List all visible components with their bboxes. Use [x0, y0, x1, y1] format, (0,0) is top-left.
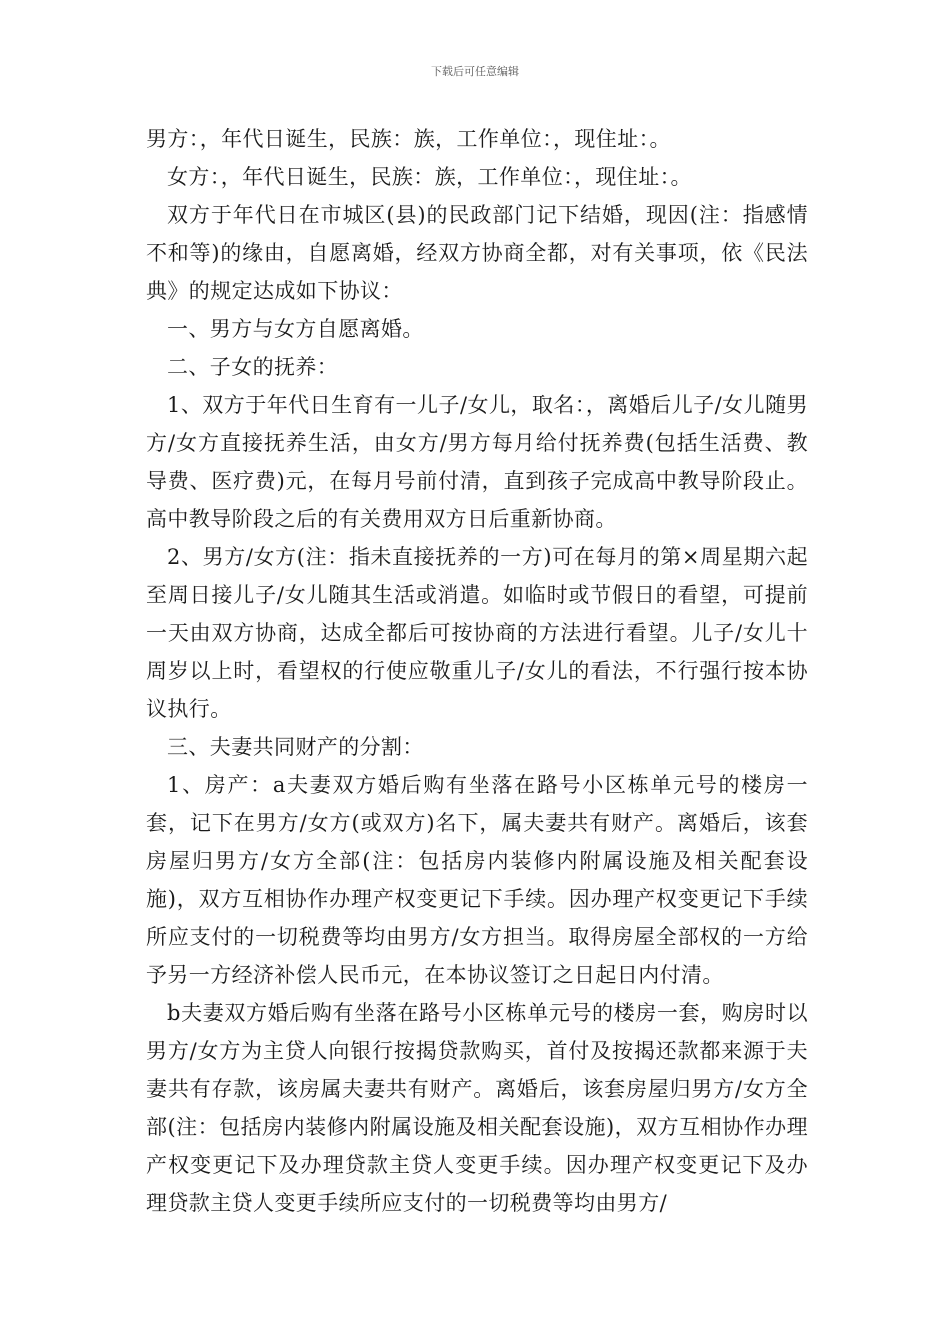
- paragraph-custody-item-1: 1、双方于年代日生育有一儿子/女儿，取名：，离婚后儿子/女儿随男方/女方直接抚养生活，由女方/男方每月给付抚养费(包括生活费、教导费、医疗费)元，在每月号前付清，直到孩子完成高中教导阶段止。高中教导阶段之后的有关费用双方日后重新协商。: [146, 393, 808, 531]
- section-heading-child-custody: 二、子女的抚养：: [167, 355, 339, 379]
- section-heading-property-division: 三、夫妻共同财产的分割：: [167, 735, 424, 759]
- page-header: 下载后可任意编辑: [431, 65, 519, 78]
- section-heading-divorce: 一、男方与女方自愿离婚。: [167, 317, 424, 341]
- paragraph-preamble: 双方于年代日在市城区(县)的民政部门记下结婚，现因(注：指感情不和等)的缘由，自愿离婚，经双方协商全都，对有关事项，依《民法典》的规定达成如下协议：: [146, 203, 808, 303]
- paragraph-female-party: 女方：，年代日诞生，民族：族，工作单位：，现住址：。: [167, 165, 692, 189]
- paragraph-custody-item-2: 2、男方/女方(注：指未直接抚养的一方)可在每月的第×周星期六起至周日接儿子/女儿随其生活或消遣。如临时或节假日的看望，可提前一天由双方协商，达成全都后可按协商的方法进行看望。儿子/女儿十周岁以上时，看望权的行使应敬重儿子/女儿的看法，不行强行按本协议执行。: [146, 545, 808, 721]
- paragraph-property-item-1a: 1、房产：a夫妻双方婚后购有坐落在路号小区栋单元号的楼房一套，记下在男方/女方(或双方)名下，属夫妻共有财产。离婚后，该套房屋归男方/女方全部(注：包括房内装修内附属设施及相关配套设施)，双方互相协作办理产权变更记下手续。因办理产权变更记下手续所应支付的一切税费等均由男方/女方担当。取得房屋全部权的一方给予另一方经济补偿人民币元，在本协议签订之日起日内付清。: [146, 773, 808, 987]
- paragraph-male-party: 男方：，年代日诞生，民族：族，工作单位：，现住址：。: [146, 127, 671, 151]
- document-body: [146, 120, 808, 1222]
- paragraph-property-item-1b: b夫妻双方婚后购有坐落在路号小区栋单元号的楼房一套，购房时以男方/女方为主贷人向银行按揭贷款购买，首付及按揭还款都来源于夫妻共有存款，该房属夫妻共有财产。离婚后，该套房屋归男方/女方全部(注：包括房内装修内附属设施及相关配套设施)，双方互相协作办理产权变更记下及办理贷款主贷人变更手续。因办理产权变更记下及办理贷款主贷人变更手续所应支付的一切税费等均由男方/: [146, 1001, 808, 1215]
